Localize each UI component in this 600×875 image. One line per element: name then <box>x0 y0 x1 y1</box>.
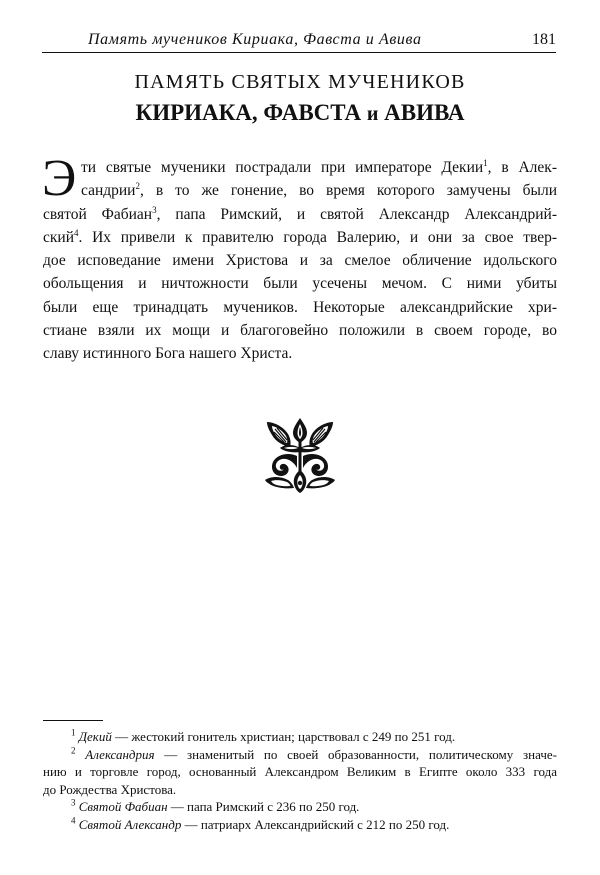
footnote-ref-3: 3 <box>152 204 157 215</box>
body-line-9: славу истинного Бога нашего Христа. <box>43 345 293 363</box>
footnote-4-number: 4 <box>71 815 76 826</box>
footnote-ref-1: 1 <box>483 157 488 168</box>
body-line-4 <box>43 226 557 249</box>
footnote-4-text: — патриарх Александрийский с 212 по 250 год. <box>181 816 450 832</box>
footnote-3 <box>43 798 557 816</box>
body-line-7: были еще тринадцать мучеников. Некоторые александрийские хри- <box>43 298 557 316</box>
footnote-4 <box>43 816 557 834</box>
body-line-8: стиане взяли их мощи и благоговейно положили в своем городе, во <box>43 322 557 340</box>
footnote-rule <box>43 720 103 721</box>
footnote-ref-2: 2 <box>135 181 140 192</box>
footnote-1-text: — жестокий гонитель христиан; царствовал с 249 по 251 год. <box>111 729 456 744</box>
body-line-1-tail: , в Алек- <box>487 159 557 176</box>
footnote-2-term: Александрия <box>85 746 155 762</box>
chapter-title-line-1: ПАМЯТЬ СВЯТЫХ МУЧЕНИКОВ <box>134 71 466 93</box>
page-number: 181 <box>532 31 556 48</box>
running-head <box>42 30 556 53</box>
title-names: КИРИАКА, ФАВСТА <box>135 100 367 125</box>
body-line-1 <box>43 156 557 179</box>
footnote-2-text-1: — знаменитый по своей образованности, политическому значе- <box>154 746 557 762</box>
footnote-4-term: Святой Александр <box>78 816 182 832</box>
title-conjunction: и <box>366 103 379 125</box>
body-line-4-text: ский <box>43 228 74 246</box>
floral-ornament-icon <box>263 416 337 494</box>
body-line-2-tail: , в то же гонение, во время которого замучены были <box>139 182 557 200</box>
drop-cap: Э <box>42 150 77 207</box>
body-line-3-tail: , папа Римский, и святой Александр Александрий- <box>156 205 557 223</box>
footnote-ref-4: 4 <box>74 227 79 238</box>
running-title: Память мучеников Кириака, Фавста и Авива <box>88 31 422 48</box>
footnote-3-text: — папа Римский с 236 по 250 год. <box>167 799 360 815</box>
body-line-2-text: сандрии <box>81 182 136 200</box>
body-text <box>42 150 557 366</box>
footnotes <box>43 728 557 834</box>
footnote-2-end: до Рождества Христова. <box>43 781 177 797</box>
body-line-3-text: святой Фабиан <box>43 205 153 223</box>
title-name-last: АВИВА <box>378 100 465 125</box>
body-line-2 <box>43 179 557 202</box>
footnote-2-continued: нию и торговле город, основанный Александром Великим в Египте около 333 года <box>43 764 557 780</box>
body-line-5: дое исповедание имени Христова и за смелое обличение идольского <box>43 252 557 270</box>
body-line-3 <box>43 203 557 226</box>
footnote-1 <box>43 728 557 746</box>
chapter-title-line-2 <box>0 98 600 129</box>
footnote-1-term: Декий <box>78 729 112 744</box>
footnote-3-number: 3 <box>71 798 76 809</box>
footnote-2-number: 2 <box>71 745 76 756</box>
body-line-1-text: ти святые мученики пострадали при императоре Декии <box>81 159 484 176</box>
footnote-1-number: 1 <box>71 727 76 738</box>
footnote-3-term: Святой Фабиан <box>78 799 168 815</box>
footnote-2 <box>43 746 557 764</box>
body-line-6: обольщения и ничтожности были усечены мечом. С ними убиты <box>43 275 557 293</box>
body-line-4-tail: . Их привели к правителю города Валерию, и они за свое твер- <box>78 228 557 246</box>
